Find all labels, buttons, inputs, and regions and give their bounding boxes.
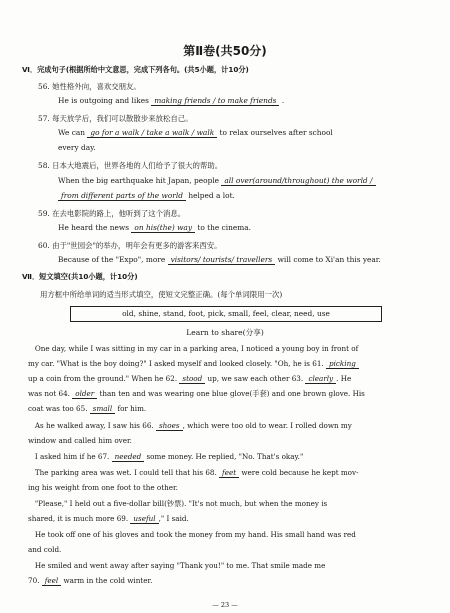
q58-en-cont: from different parts of the world helped a lot.: [58, 191, 438, 201]
passage-title: Learn to share(分享): [186, 328, 264, 337]
passage-line: He took off one of his gloves and took the money from my hand. His small hand was red: [28, 530, 356, 539]
q56-answer: making friends / to make friends: [151, 96, 279, 106]
q58-cn: 58. 日本大地震后，世界各地的人们给予了很大的帮助。: [38, 161, 223, 170]
a66: shoes: [156, 421, 183, 431]
a64: older: [72, 389, 97, 399]
q56-cn: 56. 她性格外向，喜欢交朋友。: [38, 82, 141, 91]
page-number: — 23 —: [212, 601, 238, 609]
passage-line: coat was too 65. small for him.: [28, 404, 147, 413]
word-bank: old, shine, stand, foot, pick, small, feel, clear, need, use: [70, 306, 382, 322]
passage-line: He smiled and went away after saying "Thank you!" to me. That smile made me: [28, 561, 326, 570]
a65: small: [90, 404, 115, 414]
passage-line: window and called him over.: [28, 436, 132, 445]
a69: useful: [130, 514, 158, 524]
a67: needed: [112, 452, 145, 462]
q58-answer: all over(around/throughout) the world /: [221, 176, 375, 186]
q59-en: He heard the news on his(the) way to the cinema.: [58, 223, 251, 232]
passage-line: 70. feel warm in the cold winter.: [28, 576, 153, 585]
passage-line: The parking area was wet. I could tell that his 68. feet were cold because he kept mov-: [28, 468, 359, 477]
a63: clearly: [305, 374, 336, 384]
a70: feel: [42, 576, 61, 586]
section7-instruction: 用方框中所给单词的适当形式填空，使短文完整正确。(每个单词限用一次): [40, 290, 283, 299]
q58-answer-alt: from different parts of the world: [58, 191, 186, 201]
q57-answer: go for a walk / take a walk / walk: [87, 128, 217, 138]
passage-line: shared, it is much more 69. useful ," I said.: [28, 514, 189, 523]
passage-line: One day, while I was sitting in my car in a parking area, I noticed a young boy in front of: [28, 344, 359, 353]
a62: stood: [179, 374, 205, 384]
passage-line: up a coin from the ground." When he 62. stood up, we saw each other 63. clearly . He: [28, 374, 352, 383]
section7-heading: Ⅶ．短文填空(共10小题，计10分): [22, 272, 138, 281]
q60-cn: 60. 由于"世园会"的举办，明年会有更多的游客来西安。: [38, 241, 222, 250]
page-title: 第Ⅱ卷(共50分): [183, 44, 267, 58]
passage-line: As he walked away, I saw his 66. shoes , which were too old to wear. I rolled down my: [28, 421, 352, 430]
passage-line: was not 64. older than ten and was wearing one blue glove(手套) and one brown glove. His: [28, 389, 365, 398]
q57-cn: 57. 每天放学后，我们可以散散步来放松自己。: [38, 114, 193, 123]
passage-line: "Please," I held out a five-dollar bill(钞票). "It's not much, but when the money is: [28, 499, 328, 508]
passage-line: ing his weight from one foot to the other.: [28, 483, 178, 492]
a61: picking: [326, 359, 359, 369]
section6-heading: Ⅵ．完成句子(根据所给中文意思，完成下列各句。(共5小题，计10分): [22, 65, 249, 74]
q57-en-cont: every day.: [58, 143, 96, 152]
q57-en: We can go for a walk / take a walk / walk to relax ourselves after school: [58, 128, 333, 137]
q59-cn: 59. 在去电影院的路上，他听到了这个消息。: [38, 209, 186, 218]
q59-answer: on his(the) way: [131, 223, 195, 233]
q58-en: When the big earthquake hit Japan, people all over(around/throughout) the world /: [58, 176, 438, 186]
passage-line: my car. "What is the boy doing?" I asked myself and looked closely. "Oh, he is 61. picking: [28, 359, 438, 369]
passage-line: and cold.: [28, 545, 62, 554]
q56-en: He is outgoing and likes making friends / to make friends .: [58, 96, 285, 105]
passage-line: I asked him if he 67. needed some money. He replied, "No. That's okay.": [28, 452, 304, 461]
a68: feet: [219, 468, 239, 478]
q60-en: Because of the "Expo", more visitors/ tourists/ travellers will come to Xi'an this year.: [58, 255, 381, 264]
q60-answer: visitors/ tourists/ travellers: [168, 255, 276, 265]
